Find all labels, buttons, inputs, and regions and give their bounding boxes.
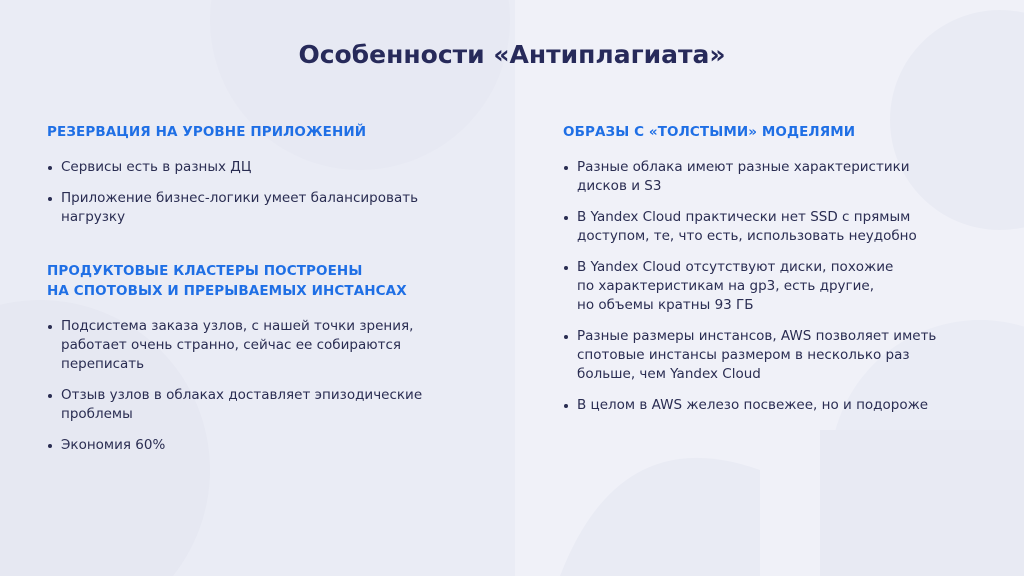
bullet-item: [563, 208, 983, 246]
bullet-text-line: В целом в AWS железо посвежее, но и подороже: [577, 397, 929, 413]
section-heading: [47, 122, 487, 142]
section-heading-line: ОБРАЗЫ С «ТОЛСТЫМИ» МОДЕЛЯМИ: [563, 124, 856, 140]
section-heading: [47, 261, 487, 301]
bullet-text-line: Сервисы есть в разных ДЦ: [61, 159, 252, 175]
bullet-item: [47, 386, 487, 424]
bullet-text-line: В Yandex Cloud отсутствуют диски, похожие: [577, 259, 894, 275]
bullet-list: [563, 158, 983, 415]
bullet-text-line: В Yandex Cloud практически нет SSD с прямым: [577, 209, 911, 225]
bullet-item: [563, 327, 983, 384]
section-heading-line: ПРОДУКТОВЫЕ КЛАСТЕРЫ ПОСТРОЕНЫ: [47, 263, 363, 279]
bullet-item: [47, 436, 487, 455]
bullet-text-line: работает очень странно, сейчас ее собираются: [61, 337, 402, 353]
bullet-text-line: Экономия 60%: [61, 437, 166, 453]
section-heading: [563, 122, 983, 142]
bullet-text-line: спотовые инстансы размером в несколько раз: [577, 347, 910, 363]
bullet-text-line: Приложение бизнес-логики умеет балансировать: [61, 190, 419, 206]
bullet-list: [47, 158, 487, 227]
bullet-text-line: проблемы: [61, 406, 133, 422]
bullet-item: [563, 396, 983, 415]
bullet-text-line: Отзыв узлов в облаках доставляет эпизодические: [61, 387, 423, 403]
bullet-item: [47, 158, 487, 177]
left-column: [47, 122, 487, 467]
bullet-item: [563, 258, 983, 315]
bullet-text-line: Разные облака имеют разные характеристики: [577, 159, 910, 175]
section-heading-line: РЕЗЕРВАЦИЯ НА УРОВНЕ ПРИЛОЖЕНИЙ: [47, 124, 367, 140]
bullet-text-line: дисков и S3: [577, 178, 662, 194]
bullet-text-line: доступом, те, что есть, использовать неудобно: [577, 228, 917, 244]
bullet-list: [47, 317, 487, 455]
bullet-item: [47, 317, 487, 374]
bullet-text-line: нагрузку: [61, 209, 126, 225]
bullet-item: [47, 189, 487, 227]
bullet-text-line: Подсистема заказа узлов, с нашей точки зрения,: [61, 318, 414, 334]
right-column: [563, 122, 983, 427]
bullet-text-line: больше, чем Yandex Cloud: [577, 366, 761, 382]
bullet-text-line: по характеристикам на gp3, есть другие,: [577, 278, 875, 294]
section-heading-line: НА СПОТОВЫХ И ПРЕРЫВАЕМЫХ ИНСТАНСАХ: [47, 283, 407, 299]
bullet-text-line: переписать: [61, 356, 145, 372]
section-gap: [47, 239, 487, 261]
page-title: Особенности «Антиплагиата»: [298, 40, 726, 69]
bullet-item: [563, 158, 983, 196]
bullet-text-line: но объемы кратны 93 ГБ: [577, 297, 754, 313]
bullet-text-line: Разные размеры инстансов, AWS позволяет иметь: [577, 328, 937, 344]
